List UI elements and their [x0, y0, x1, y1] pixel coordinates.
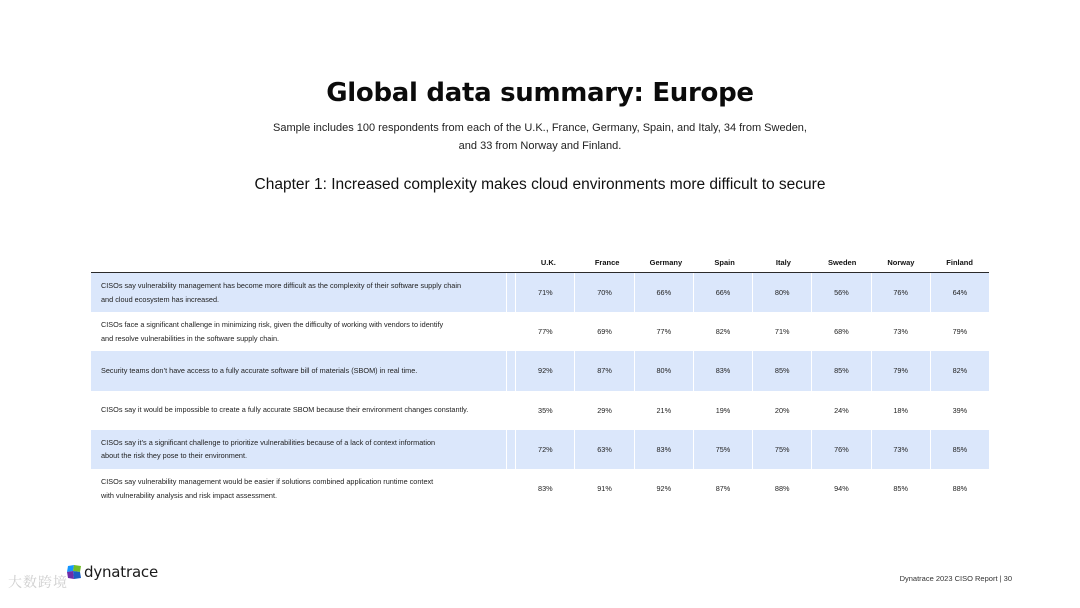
table-row [91, 273, 989, 312]
row-gap [507, 351, 516, 390]
cell-finland: 82% [952, 366, 968, 376]
row-statement-line-1: CISOs say vulnerability management has become more difficult as the complexity of their software supply chain [101, 281, 462, 291]
cell-germany: 66% [635, 273, 694, 312]
cell-norway: 76% [872, 273, 931, 312]
subtitle-line-2: and 33 from Norway and Finland. [458, 140, 622, 152]
cell-italy: 71% [753, 312, 812, 351]
row-statement [91, 430, 507, 469]
row-statement [91, 351, 507, 390]
chapter-heading: Chapter 1: Increased complexity makes cloud environments more difficult to secure [254, 176, 826, 193]
row-statement-line-2: with vulnerability analysis and risk impact assessment. [101, 490, 278, 500]
cell-norway: 73% [872, 430, 931, 469]
cell-germany: 21% [635, 391, 694, 430]
cell-italy: 80% [753, 273, 812, 312]
cell-sweden: 68% [812, 312, 871, 351]
column-header-uk: U.K. [540, 257, 556, 267]
cell-france: 91% [575, 469, 634, 508]
cell-germany: 80% [635, 351, 694, 390]
cell-norway: 85% [872, 469, 931, 508]
row-statement-line-1: Security teams don’t have access to a fully accurate software bill of materials (SBOM) in real time. [101, 366, 418, 376]
row-statement-line-1: CISOs face a significant challenge in minimizing risk, given the difficulty of working with vendors to identify [101, 320, 444, 330]
cell-finland: 64% [952, 288, 968, 298]
cell-france: 63% [575, 430, 634, 469]
table-row [91, 469, 989, 508]
cell-germany: 77% [635, 312, 694, 351]
cell-uk: 77% [516, 312, 575, 351]
cell-spain: 87% [694, 469, 753, 508]
row-statement-line-1: CISOs say it’s a significant challenge to prioritize vulnerabilities because of a lack of context information [101, 437, 436, 447]
logo-wordmark: dynatrace [84, 563, 159, 581]
cell-uk: 92% [516, 351, 575, 390]
row-statement-line-1: CISOs say it would be impossible to create a fully accurate SBOM because their environment changes constantly. [101, 405, 469, 415]
cell-france: 70% [575, 273, 634, 312]
row-statement [91, 273, 507, 312]
column-header-france: France [594, 257, 620, 267]
row-gap [507, 273, 516, 312]
cell-uk: 72% [516, 430, 575, 469]
row-gap [507, 430, 516, 469]
cell-finland: 85% [952, 444, 968, 454]
row-gap [507, 312, 516, 351]
cell-sweden: 85% [812, 351, 871, 390]
cell-sweden: 94% [812, 469, 871, 508]
table-row [91, 391, 989, 430]
cell-norway: 18% [872, 391, 931, 430]
cell-italy: 75% [753, 430, 812, 469]
row-gap [507, 469, 516, 508]
row-statement-line-2: and resolve vulnerabilities in the software supply chain. [101, 333, 280, 343]
cell-germany: 92% [635, 469, 694, 508]
row-gap [507, 391, 516, 430]
row-statement [91, 469, 507, 508]
row-statement [91, 312, 507, 351]
cell-germany: 83% [635, 430, 694, 469]
column-header-spain: Spain [714, 257, 735, 267]
table-header [91, 252, 989, 273]
cell-uk: 83% [516, 469, 575, 508]
page-title: Global data summary: Europe [326, 78, 754, 108]
row-statement-line-2: and cloud ecosystem has increased. [101, 294, 220, 304]
cell-spain: 82% [694, 312, 753, 351]
page-footer: Dynatrace 2023 CISO Report | 30 [899, 574, 1012, 583]
table-row [91, 430, 989, 469]
cell-italy: 20% [753, 391, 812, 430]
cell-spain: 83% [694, 351, 753, 390]
cell-finland: 39% [952, 405, 968, 415]
table-row [91, 312, 989, 351]
cell-uk: 35% [516, 391, 575, 430]
cell-sweden: 24% [812, 391, 871, 430]
cell-uk: 71% [516, 273, 575, 312]
cell-france: 29% [575, 391, 634, 430]
column-header-germany: Germany [649, 257, 683, 267]
cell-italy: 88% [753, 469, 812, 508]
column-header-sweden: Sweden [827, 257, 857, 267]
row-statement-line-1: CISOs say vulnerability management would be easier if solutions combined application runtime context [101, 477, 434, 487]
cell-sweden: 56% [812, 273, 871, 312]
cell-norway: 79% [872, 351, 931, 390]
cell-italy: 85% [753, 351, 812, 390]
cell-norway: 73% [872, 312, 931, 351]
watermark-text: 大数跨境 [8, 575, 68, 591]
subtitle-line-1: Sample includes 100 respondents from each of the U.K., France, Germany, Spain, and Italy, 34 from Sweden, [273, 122, 807, 134]
cell-spain: 75% [694, 430, 753, 469]
cell-finland: 79% [952, 327, 968, 337]
dynatrace-logo-icon [66, 564, 82, 580]
cell-finland: 88% [952, 484, 968, 494]
cell-spain: 19% [694, 391, 753, 430]
cell-france: 69% [575, 312, 634, 351]
cell-spain: 66% [694, 273, 753, 312]
page-subtitle [0, 119, 1080, 155]
cell-sweden: 76% [812, 430, 871, 469]
table-row [91, 351, 989, 390]
row-statement [91, 391, 507, 430]
dynatrace-logo [66, 563, 158, 581]
row-statement-line-2: about the risk they pose to their environment. [101, 451, 248, 461]
column-header-norway: Norway [887, 257, 915, 267]
cell-france: 87% [575, 351, 634, 390]
column-header-finland: Finland [946, 257, 973, 267]
column-header-italy: Italy [775, 257, 791, 267]
data-table [91, 252, 989, 508]
